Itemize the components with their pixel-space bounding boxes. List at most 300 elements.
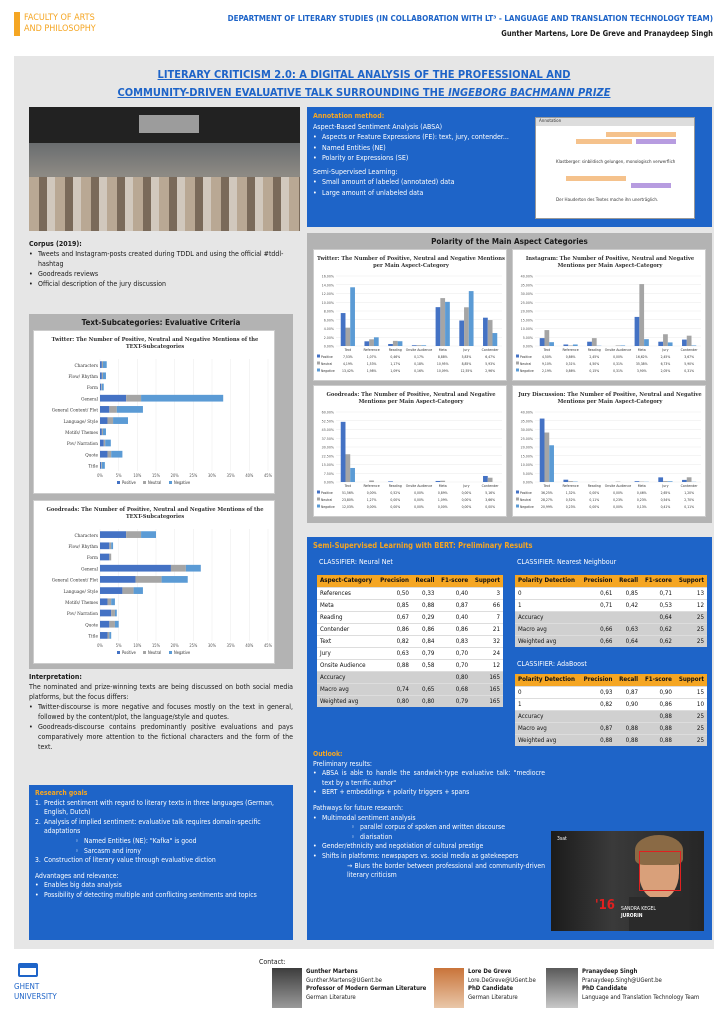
contact-dept: German Literature (468, 993, 518, 1001)
table-header: Recall (415, 577, 435, 585)
tick-label: 12.00% (321, 292, 334, 296)
category-label: Onsite Audience (604, 348, 632, 352)
table-row (317, 611, 503, 623)
tick-label: 20% (170, 473, 179, 478)
tick-label: 60.00% (321, 410, 334, 415)
data-label: 0,23% (613, 498, 623, 502)
authors: Gunther Martens, Lore De Greve and Pranaydeep Singh (501, 29, 713, 38)
category-label: General Content/ Plot (51, 407, 98, 413)
bar (100, 440, 104, 447)
table-cell: 0,29 (412, 611, 437, 623)
list-item: • Official description of the jury discussion (29, 279, 293, 289)
bar (436, 307, 441, 346)
table-row (515, 635, 707, 647)
list-item: • Tweets and Instagram-posts created during TDDL and using the official #tddl-hashtag (29, 249, 293, 269)
table-cell: 25 (675, 722, 707, 734)
tick-label: 0% (97, 473, 103, 478)
table-cell: 0,80 (437, 671, 471, 683)
category-label: Flow/ Rhythm (68, 374, 98, 380)
bar (107, 417, 113, 424)
bar (436, 481, 441, 482)
data-label: 5,90% (684, 362, 694, 366)
data-label: 10,95% (436, 362, 449, 366)
bar (102, 384, 104, 391)
category-label: Reading (388, 484, 402, 488)
table-cell: Weighted avg (515, 635, 580, 647)
bar (587, 342, 592, 346)
table-row (317, 623, 503, 635)
table-cell: 0,88 (641, 734, 675, 746)
table-cell: 0,80 (412, 695, 437, 707)
list-item: • Named Entities (NE) (313, 143, 538, 154)
faculty-name: FACULTY OF ARTS AND PHILOSOPHY (24, 13, 96, 34)
bar (100, 406, 109, 413)
table-cell (580, 710, 616, 722)
bar (171, 565, 186, 572)
goal-2-sublist (35, 837, 287, 856)
screenshot-title: Annotation (536, 118, 694, 126)
category-label: Contender (481, 484, 499, 488)
pathways-label: Pathways for future research: (313, 803, 404, 812)
contact-role: Professor of Modern German Literature (306, 985, 427, 992)
list-item: ◦ Named Entities (NE): "Kafka" is good (75, 837, 287, 847)
category-label: General Content/ Plot (51, 577, 98, 583)
table-header: Support (474, 577, 500, 585)
nb-title: CLASSIFIER: Nearest Neighbour (517, 558, 617, 566)
legend-swatch (317, 355, 320, 358)
data-label: 2,96% (485, 369, 495, 373)
tick-label: 10% (133, 473, 142, 478)
data-label: 4,50% (589, 362, 600, 366)
bar (107, 632, 109, 639)
list-item: ◦ Sarcasm and irony (75, 847, 287, 857)
data-label: 12,55% (460, 369, 473, 373)
data-label: 1,17% (390, 362, 401, 366)
contact-dept: Language and Translation Technology Team (582, 993, 700, 1001)
bar (687, 336, 692, 346)
bar (186, 565, 201, 572)
bar (563, 480, 568, 482)
table-header: Polarity Detection (518, 676, 575, 684)
contact-dept: German Literature (306, 993, 356, 1001)
table-cell: 25 (675, 734, 707, 746)
tick-label: 25.00% (520, 436, 533, 441)
data-label: 0,00% (414, 491, 424, 495)
interpretation-body: The nominated and prize-winning texts are being discussed on both social media platforms, but the focus differs: (29, 683, 293, 701)
table-cell: Meta (317, 599, 376, 611)
legend-label: Positive (321, 355, 333, 359)
bar (440, 298, 445, 346)
prelim-list (313, 769, 545, 798)
tick-label: 10.00% (321, 300, 334, 305)
legend-label: Neutral (321, 498, 333, 502)
category-label: Contender (680, 484, 698, 488)
chart-instagram-main (512, 249, 706, 381)
table-cell: 0,71 (641, 587, 675, 599)
polarity-heading: Polarity of the Main Aspect Categories (431, 237, 588, 246)
tick-label: 25.00% (520, 300, 533, 305)
chart-twitter-sub (33, 330, 275, 494)
category-label: Pov/ Narration (66, 611, 98, 617)
data-label: 1,09% (437, 498, 448, 502)
data-label: 6,73% (660, 362, 671, 366)
avatar (434, 968, 464, 1008)
tick-label: 35.00% (520, 283, 533, 288)
data-label: 1,53% (366, 362, 377, 366)
data-label: 0,00% (485, 505, 495, 509)
tick-label: 40% (245, 473, 254, 478)
data-label: 0,23% (565, 505, 576, 509)
table-cell: 0,61 (580, 587, 616, 599)
table-cell: Weighted avg (317, 695, 376, 707)
bar (113, 417, 128, 424)
data-label: 10,09% (436, 369, 449, 373)
category-label: Meta (438, 348, 447, 352)
corpus-box (29, 239, 293, 299)
table-cell: Text (317, 635, 376, 647)
table-cell: 0,86 (437, 623, 471, 635)
bar (421, 345, 426, 346)
table-cell: Jury (317, 647, 376, 659)
table-row (515, 722, 707, 734)
data-label: 0,00% (589, 491, 600, 495)
legend-swatch (317, 369, 320, 372)
bar (374, 337, 379, 346)
list-item: • ABSA is able to handle the sandwich-type evaluative talk: "mediocre text by a terrific author" (313, 769, 545, 788)
legend-label: Negative (520, 505, 534, 509)
data-label: 0,00% (437, 505, 448, 509)
table-cell: 0,86 (412, 623, 437, 635)
table-header: Precision (380, 577, 409, 585)
table-cell: 0,88 (615, 722, 641, 734)
contact-email[interactable]: Pranaydeep.Singh@UGent.be (582, 976, 662, 984)
tick-label: 0.00% (323, 344, 334, 349)
table-cell: 0,88 (641, 710, 675, 722)
category-label: Pov/ Narration (66, 441, 98, 447)
contact-card (434, 968, 544, 1018)
list-item: • Enables big data analysis (35, 881, 287, 891)
bar (417, 345, 422, 346)
table-cell: 0,82 (376, 635, 412, 647)
avatar (272, 968, 302, 1008)
table-cell (412, 671, 437, 683)
screenshot-line2: Der Hauderton des Textes mache ihn unerträglich. (556, 198, 659, 203)
category-label: Motifs/ Themes (65, 430, 98, 436)
table-row (317, 587, 503, 599)
table-cell: 0,83 (437, 635, 471, 647)
table-cell: 0,88 (376, 659, 412, 671)
interpretation (29, 672, 293, 752)
avatar (546, 968, 578, 1008)
data-label: 2,05% (660, 369, 671, 373)
category-label: Contender (481, 348, 499, 352)
data-label: 2,65% (660, 491, 671, 495)
table-cell: 0,84 (412, 635, 437, 647)
table-cell: 1 (515, 698, 580, 710)
table-cell: 0,40 (437, 587, 471, 599)
table-header: Recall (619, 676, 639, 684)
table-cell: Accuracy (515, 710, 580, 722)
data-label: 0,89% (437, 491, 448, 495)
tick-label: 22.50% (321, 454, 334, 459)
chart-title: Jury Discussion: The Number of Positive, Neutral and Negative (518, 392, 702, 398)
category-label: Meta (637, 348, 646, 352)
table-row (317, 671, 503, 683)
category-label: Jury (463, 484, 470, 488)
category-label: Title (88, 633, 98, 639)
category-label: Characters (74, 532, 98, 538)
table-cell: 0,42 (615, 599, 641, 611)
annotation-screenshot (535, 117, 695, 219)
data-label: 0,31% (613, 362, 623, 366)
data-label: 0,23% (636, 498, 647, 502)
legend-label: Negative (321, 505, 335, 509)
table-cell: Accuracy (515, 611, 580, 623)
table-cell: 0,87 (437, 599, 471, 611)
data-label: 1,32% (565, 491, 576, 495)
chart-title: per Main Aspect-Category (373, 263, 449, 269)
data-label: 0,00% (613, 355, 623, 359)
bar (100, 587, 122, 594)
category-label: Reference (562, 484, 579, 488)
bar (639, 284, 644, 346)
chart-jury-main (512, 385, 706, 517)
list-item: • Large amount of unlabeled data (313, 188, 706, 199)
bar (103, 361, 107, 368)
table-cell: 12 (471, 659, 503, 671)
legend-swatch (317, 491, 320, 494)
tick-label: 16.00% (321, 274, 334, 279)
category-label: General (81, 396, 98, 402)
data-label: 0,00% (366, 505, 377, 509)
bar (100, 542, 109, 549)
adv-heading: Advantages and relevance: (35, 871, 119, 880)
tick-label: 45% (264, 473, 272, 478)
list-item: • Shifts in platforms: newspapers vs. social media as gatekeepers (313, 852, 545, 862)
legend-swatch (516, 505, 519, 508)
bar (101, 462, 102, 469)
bar (544, 330, 549, 346)
bar (100, 565, 171, 572)
bar (105, 440, 111, 447)
bar (111, 542, 113, 549)
category-label: Jury (662, 484, 669, 488)
category-label: Text (543, 484, 551, 488)
bar (135, 576, 161, 583)
tick-label: 15.00% (520, 318, 533, 323)
category-label: Reference (363, 348, 380, 352)
data-label: 0,00% (461, 498, 472, 502)
tick-label: 15% (152, 643, 160, 648)
tick-label: 10.00% (520, 327, 533, 331)
bar (345, 454, 350, 482)
bar (126, 395, 141, 402)
bar (483, 318, 488, 346)
bar (568, 345, 573, 346)
category-label: Contender (680, 348, 698, 352)
table-cell: 0,86 (641, 698, 675, 710)
data-label: 0,86% (565, 369, 576, 373)
table-cell: Reading (317, 611, 376, 623)
tick-label: 20.00% (520, 309, 533, 314)
table-row (515, 698, 707, 710)
data-label: 0,00% (390, 505, 401, 509)
category-label: Language/ Style (63, 418, 98, 424)
table-cell: 13 (675, 587, 707, 599)
category-label: General (81, 566, 98, 572)
table-cell: 12 (675, 599, 707, 611)
ab-table-wrap (515, 674, 707, 746)
category-label: Title (88, 463, 98, 469)
table-cell (615, 611, 641, 623)
chart-goodreads-main (313, 385, 507, 517)
table-cell: 7 (471, 611, 503, 623)
bar (549, 445, 554, 482)
tick-label: 5% (115, 473, 122, 478)
chart-title: Goodreads: The Number of Positive, Neutral and Negative Mentions of the (46, 507, 264, 513)
table-cell: 25 (675, 635, 707, 647)
legend-swatch (143, 481, 146, 484)
category-label: Characters (74, 362, 98, 368)
tick-label: 35.00% (520, 419, 533, 424)
table-cell: References (317, 587, 376, 599)
legend-swatch (143, 651, 146, 654)
bar (682, 480, 687, 482)
tick-label: 5% (115, 643, 122, 648)
data-label: 4,50% (542, 355, 552, 359)
data-label: 5,83% (461, 355, 472, 359)
bar (100, 632, 107, 639)
list-item: • Gender/ethnicity and negotiation of cultural prestige (313, 842, 545, 852)
data-label: 0,00% (414, 498, 424, 502)
bar (549, 342, 554, 346)
bar (388, 481, 393, 482)
legend-swatch (117, 481, 120, 484)
data-label: 0,00% (461, 491, 472, 495)
table-cell: 10 (675, 698, 707, 710)
legend-label: Neutral (148, 480, 162, 485)
table-cell: 0,82 (580, 698, 616, 710)
table-row (515, 587, 707, 599)
bar (668, 481, 673, 482)
list-item: • Polarity or Expressions (SE) (313, 153, 538, 164)
faculty-logo (14, 12, 20, 36)
data-label: 12,03% (342, 505, 354, 509)
screenshot-line1: Klastberger: sinbildisch gelungen, monologisch verwerflich (556, 160, 676, 165)
table-cell: 0,87 (580, 722, 616, 734)
data-label: 8,85% (461, 362, 472, 366)
textsub-heading: Text-Subcategories: Evaluative Criteria (81, 318, 241, 327)
outlook-heading: Outlook: (313, 750, 343, 758)
category-label: Onsite Audience (604, 484, 632, 488)
contact-email[interactable]: Lore.DeGreve@UGent.be (468, 976, 536, 984)
bar (100, 610, 111, 617)
data-label: 2,45% (660, 355, 671, 359)
tick-label: 10.00% (520, 463, 533, 467)
table-cell: 0,79 (437, 695, 471, 707)
data-label: 7,53% (343, 355, 353, 359)
table-cell: 24 (471, 647, 503, 659)
data-label: 0,46% (636, 491, 647, 495)
table-cell: 3 (471, 587, 503, 599)
data-label: 3,67% (684, 355, 694, 359)
tick-label: 6.00% (323, 318, 334, 323)
bert-heading: Semi-Supervised Learning with BERT: Preliminary Results (313, 541, 533, 550)
bar (141, 531, 156, 538)
table-row (317, 695, 503, 707)
data-label: 0,00% (366, 491, 377, 495)
data-label: 0,31% (684, 369, 694, 373)
interpretation-heading: Interpretation: (29, 673, 82, 681)
bar (658, 477, 663, 482)
table-cell: 0,86 (376, 623, 412, 635)
table-header: F1-score (644, 577, 672, 585)
bar (122, 587, 133, 594)
face-detection-box (639, 851, 681, 891)
prelim-label: Preliminary results: (313, 759, 372, 768)
bar (668, 342, 673, 346)
corpus-list (29, 249, 293, 289)
table-row (515, 611, 707, 623)
bar (563, 344, 568, 346)
category-label: Flow/ Rhythm (68, 544, 98, 550)
list-item: • Goodreads-discourse contains predominantly positive evaluations and pays comparatively more attention to the fictional characters and the form of the text. (29, 722, 293, 752)
table-cell: 0,90 (641, 686, 675, 698)
list-item: • Possibility of detecting multiple and conflicting sentiments and topics (35, 891, 287, 901)
bar (100, 361, 102, 368)
video-role: JURORIN (621, 913, 643, 919)
data-label: 0,52% (390, 491, 401, 495)
legend-swatch (516, 498, 519, 501)
bar (663, 481, 668, 482)
bar (440, 481, 445, 482)
data-label: 51,56% (342, 491, 354, 495)
table-cell: 21 (471, 623, 503, 635)
list-item: • Multimodal sentiment analysis (313, 814, 545, 824)
goal-1: 1. Predict sentiment with regard to literary texts in three languages (German, English, Dutch) (35, 798, 274, 817)
contact-email[interactable]: Gunther.Martens@UGent.be (306, 976, 382, 984)
category-label: Form (86, 385, 98, 391)
absa-label: Aspect-Based Sentiment Analysis (ABSA) (313, 122, 443, 131)
table-header: Aspect-Category (320, 577, 373, 585)
bar (111, 598, 115, 605)
data-label: 2,19% (542, 369, 552, 373)
tick-label: 35% (226, 473, 235, 478)
contact-label: Contact: (259, 958, 286, 966)
bar (488, 320, 493, 346)
bar (350, 287, 355, 346)
video-logo: 3sat (557, 836, 567, 842)
data-label: 5,16% (485, 491, 495, 495)
bar (102, 361, 103, 368)
table-cell: 0,66 (580, 623, 616, 635)
data-label: 0,31% (565, 362, 576, 366)
conclusion: → Blurs the border between professional and community-driven literary criticism (347, 861, 545, 880)
bar (540, 419, 545, 482)
table-cell: Macro avg (317, 683, 376, 695)
chart-title: Twitter: The Number of Positive, Neutral and Negative Mentions (317, 256, 505, 262)
bar (117, 406, 143, 413)
pathways-list (313, 814, 545, 824)
bar (100, 554, 109, 561)
tick-label: 14.00% (321, 283, 334, 288)
contact-card (272, 968, 432, 1018)
table-cell: 0,67 (376, 611, 412, 623)
table-cell: 0,66 (580, 635, 616, 647)
table-row (515, 686, 707, 698)
bar (573, 344, 578, 346)
poster-title (14, 66, 714, 102)
